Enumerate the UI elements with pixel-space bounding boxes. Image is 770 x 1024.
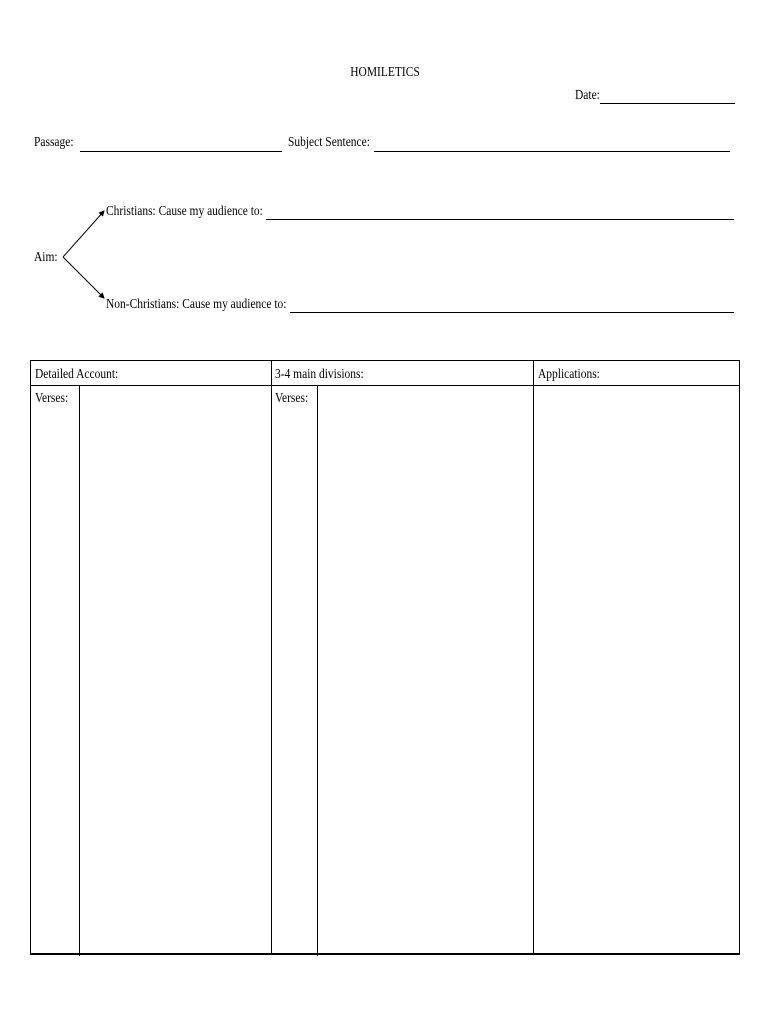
detailed-account-verses-cell[interactable] [31, 409, 79, 954]
passage-label: Passage: [34, 135, 74, 150]
col-header-main-divisions: 3-4 main divisions: [275, 367, 364, 382]
subject-sentence-field[interactable] [374, 151, 730, 152]
date-field[interactable] [600, 103, 735, 104]
main-divisions-verses-cell[interactable] [272, 409, 317, 954]
subject-sentence-label: Subject Sentence: [288, 135, 370, 150]
non-christians-arrow [63, 257, 104, 298]
col-header-detailed-account: Detailed Account: [35, 367, 119, 382]
col-header-applications: Applications: [538, 367, 600, 382]
passage-field[interactable] [80, 151, 282, 152]
verses-label-2: Verses: [275, 391, 309, 406]
aim-label: Aim: [34, 250, 58, 265]
christians-field[interactable] [266, 219, 734, 220]
main-divisions-cell[interactable] [318, 386, 532, 954]
christians-arrow [63, 211, 104, 257]
applications-cell[interactable] [534, 386, 739, 954]
non-christians-label: Non-Christians: Cause my audience to: [106, 297, 287, 312]
non-christians-field[interactable] [290, 312, 734, 313]
date-label: Date: [575, 88, 600, 103]
verses-label-1: Verses: [35, 391, 69, 406]
detailed-account-cell[interactable] [80, 386, 270, 954]
page-title: HOMILETICS [350, 65, 420, 80]
christians-label: Christians: Cause my audience to: [106, 204, 263, 219]
homiletics-table [30, 360, 740, 955]
